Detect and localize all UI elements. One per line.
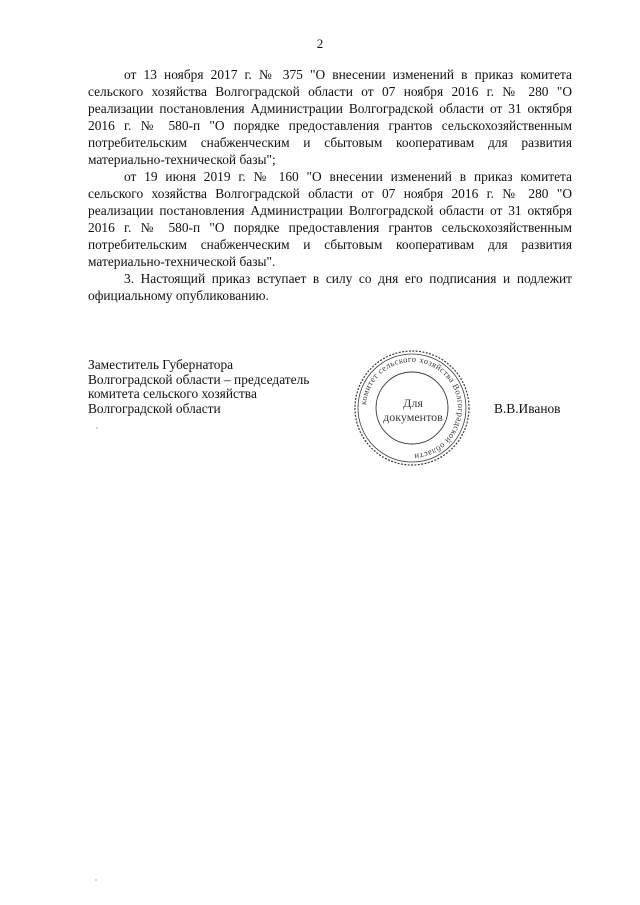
- body-paragraph: от 13 ноября 2017 г. № 375 "О внесении изменений в приказ комитета сельского хозяйства Волгоградской области от 07 ноября 2016 г. № 280 "О реализации постановления Администрации Волгоградской области от 31 октября 2016 г. № 580-п "О порядке предоставления грантов сельскохозяйственным потребительским снабженческим и сбытовым кооперативам для развития материально-технической базы";: [88, 67, 572, 167]
- seal-graphic: [352, 348, 472, 468]
- official-seal-stamp: [352, 348, 472, 468]
- signer-position-line: Волгоградской области: [88, 400, 221, 416]
- body-paragraph: 3. Настоящий приказ вступает в силу со дня его подписания и подлежит официальному опубликованию.: [88, 271, 572, 303]
- page-number: 2: [316, 36, 324, 51]
- signer-position-line: Волгоградской области – председатель: [88, 371, 310, 387]
- scan-speck: [96, 427, 98, 429]
- body-paragraph: от 19 июня 2019 г. № 160 "О внесении изменений в приказ комитета сельского хозяйства Волгоградской области от 07 ноября 2016 г. № 280 "О реализации постановления Администрации Волгоградской области от 31 октября 2016 г. № 580-п "О порядке предоставления грантов сельскохозяйственным потребительским снабженческим и сбытовым кооперативам для развития материально-технической базы".: [88, 169, 572, 269]
- seal-center-text: документов: [383, 410, 443, 424]
- document-body: [88, 66, 572, 304]
- seal-center-text: Для: [403, 396, 423, 410]
- signer-name: В.В.Иванов: [494, 401, 561, 416]
- signer-position-line: комитета сельского хозяйства: [88, 386, 257, 401]
- signer-position-line: Заместитель Губернатора: [88, 357, 234, 372]
- signer-position: [88, 358, 338, 416]
- scan-speck: [95, 879, 97, 881]
- seal-ring-text: комитет сельского хозяйства Волгоградской области: [358, 353, 467, 463]
